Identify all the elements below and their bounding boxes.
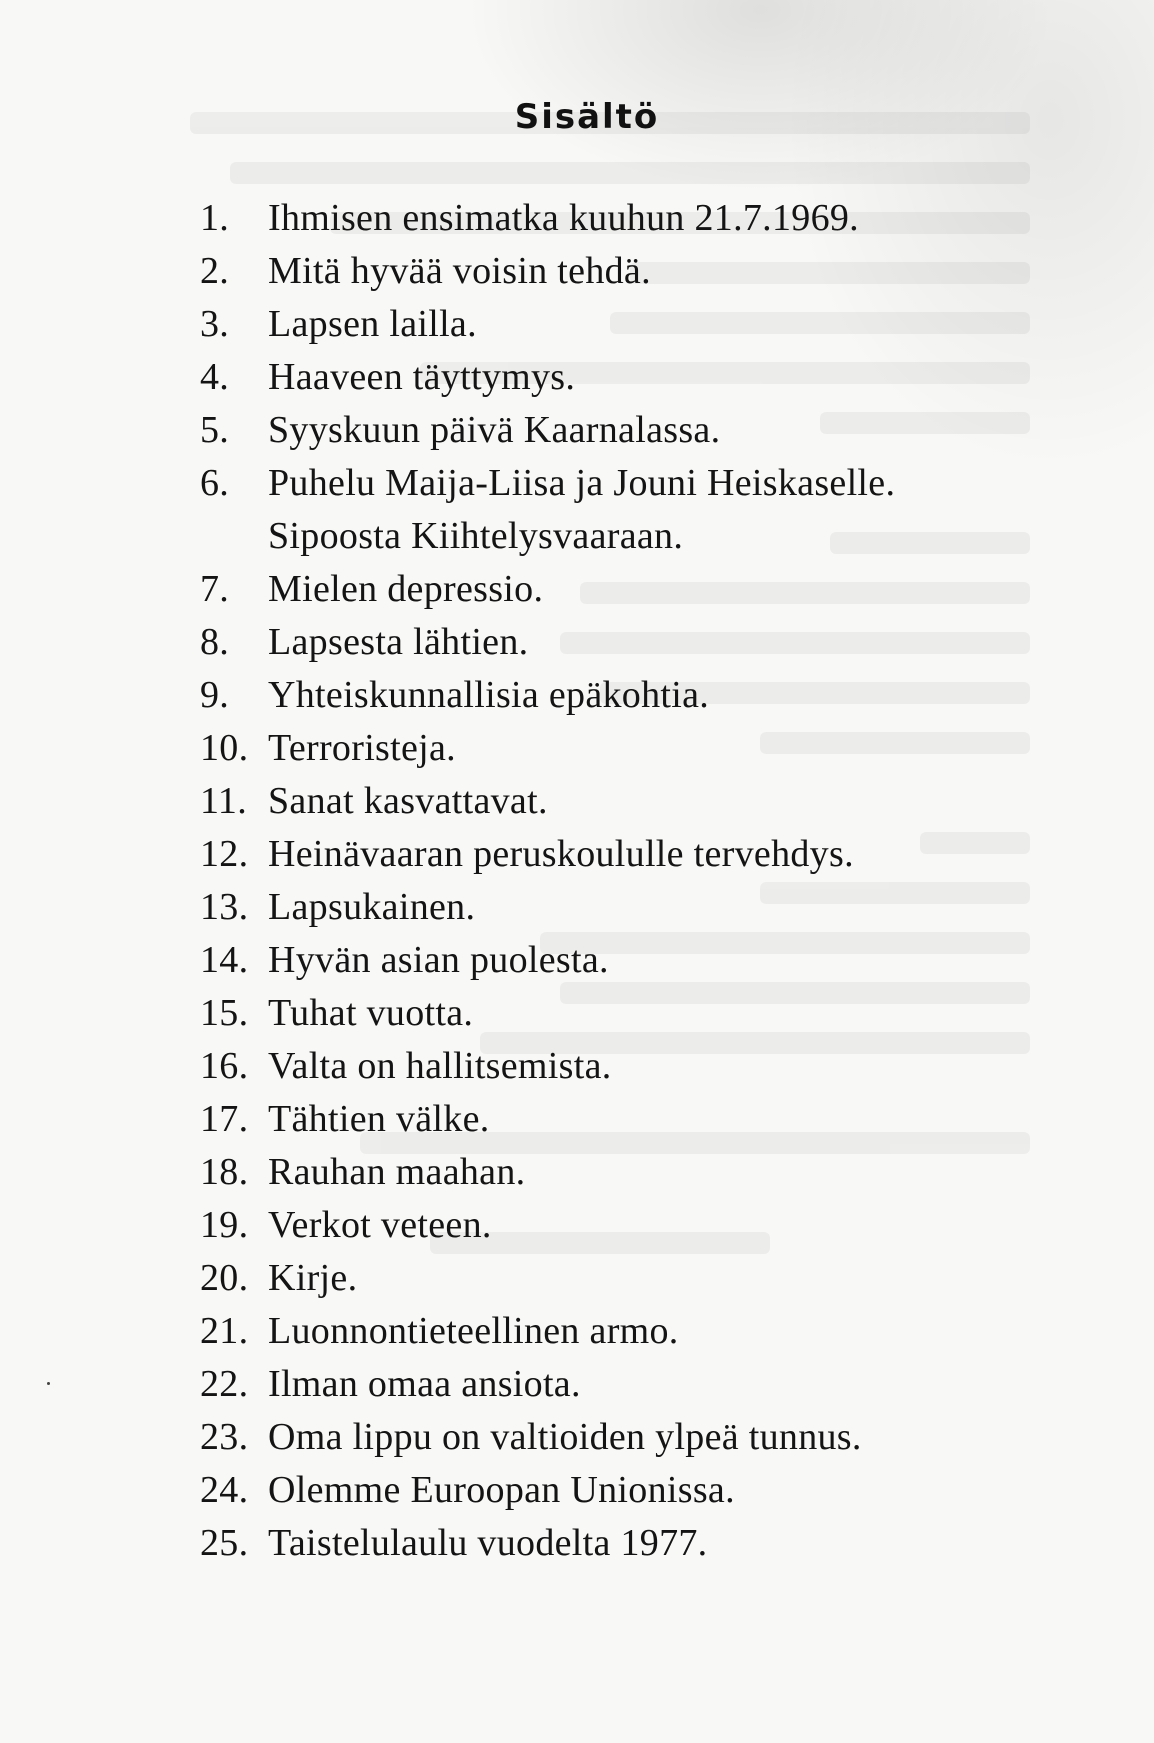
toc-entry-number: 22. [200, 1363, 249, 1405]
toc-entry-title: Tähtien välke. [268, 1098, 490, 1140]
toc-entry-number: 10. [200, 727, 249, 769]
toc-entry-title: Hyvän asian puolesta. [268, 939, 609, 981]
toc-entry [200, 404, 1080, 457]
toc-entry-title: Lapsesta lähtien. [268, 621, 529, 663]
toc-entry [200, 563, 1080, 616]
toc-entry-number: 25. [200, 1522, 249, 1564]
toc-entry [200, 828, 1080, 881]
toc-entry-number: 8. [200, 621, 230, 663]
toc-entry [200, 351, 1080, 404]
toc-entry [200, 616, 1080, 669]
toc-entry-number: 11. [200, 780, 247, 822]
toc-entry [200, 1252, 1080, 1305]
toc-entry [200, 245, 1080, 298]
toc-entry-title: Sanat kasvattavat. [268, 780, 548, 822]
toc-entry-title: Olemme Euroopan Unionissa. [268, 1469, 735, 1511]
toc-entry-continuation: Sipoosta Kiihtelysvaaraan. [268, 515, 684, 557]
toc-entry [200, 987, 1080, 1040]
toc-entry-title: Rauhan maahan. [268, 1151, 526, 1193]
toc-entry-number: 17. [200, 1098, 249, 1140]
toc-entry-title: Terroristeja. [268, 727, 456, 769]
toc-entry-number: 1. [200, 197, 230, 239]
toc-entry-number: 21. [200, 1310, 249, 1352]
toc-entry-title: Yhteiskunnallisia epäkohtia. [268, 674, 710, 716]
toc-entry [200, 775, 1080, 828]
toc-entry-number: 14. [200, 939, 249, 981]
toc-entry-title: Valta on hallitsemista. [268, 1045, 612, 1087]
toc-entry-title: Lapsen lailla. [268, 303, 477, 345]
table-of-contents [200, 192, 1080, 1570]
toc-entry [200, 192, 1080, 245]
toc-entry-title: Heinävaaran peruskoululle tervehdys. [268, 833, 854, 875]
toc-entry-number: 3. [200, 303, 230, 345]
toc-entry [200, 669, 1080, 722]
toc-entry-number: 2. [200, 250, 230, 292]
toc-entry-number: 15. [200, 992, 249, 1034]
toc-entry-title: Syyskuun päivä Kaarnalassa. [268, 409, 721, 451]
toc-entry-number: 13. [200, 886, 249, 928]
toc-entry-title: Mitä hyvää voisin tehdä. [268, 250, 651, 292]
toc-entry-number: 12. [200, 833, 249, 875]
toc-entry-title: Puhelu Maija-Liisa ja Jouni Heiskaselle. [268, 462, 896, 504]
toc-entry [200, 1305, 1080, 1358]
toc-entry [200, 1199, 1080, 1252]
toc-entry [200, 1358, 1080, 1411]
toc-entry [200, 881, 1080, 934]
toc-entry [200, 1517, 1080, 1570]
toc-entry-title: Ihmisen ensimatka kuuhun 21.7.1969. [268, 197, 859, 239]
toc-entry-title: Luonnontieteellinen armo. [268, 1310, 679, 1352]
toc-entry-number: 9. [200, 674, 230, 716]
toc-entry [200, 1464, 1080, 1517]
toc-entry-title: Mielen depressio. [268, 568, 544, 610]
toc-entry-number: 5. [200, 409, 230, 451]
toc-entry [200, 1411, 1080, 1464]
toc-entry-title: Tuhat vuotta. [268, 992, 474, 1034]
toc-entry [200, 457, 1080, 510]
toc-entry [200, 1040, 1080, 1093]
toc-entry-title: Lapsukainen. [268, 886, 476, 928]
toc-entry-number: 7. [200, 568, 230, 610]
toc-entry-title: Kirje. [268, 1257, 358, 1299]
toc-entry-number: 16. [200, 1045, 249, 1087]
toc-entry-number: 24. [200, 1469, 249, 1511]
toc-entry [200, 722, 1080, 775]
toc-entry [200, 934, 1080, 987]
toc-entry-number: 23. [200, 1416, 249, 1458]
speck-mark [47, 1382, 50, 1385]
toc-entry-title: Taistelulaulu vuodelta 1977. [268, 1522, 708, 1564]
toc-entry-number: 18. [200, 1151, 249, 1193]
toc-entry-title: Haaveen täyttymys. [268, 356, 576, 398]
toc-entry-title: Ilman omaa ansiota. [268, 1363, 581, 1405]
toc-entry [200, 298, 1080, 351]
toc-entry-number: 6. [200, 462, 230, 504]
toc-entry-title: Verkot veteen. [268, 1204, 492, 1246]
toc-entry-number: 4. [200, 356, 230, 398]
toc-entry-number: 20. [200, 1257, 249, 1299]
toc-entry-number: 19. [200, 1204, 249, 1246]
toc-entry [200, 1146, 1080, 1199]
toc-entry-title: Oma lippu on valtioiden ylpeä tunnus. [268, 1416, 862, 1458]
toc-entry [200, 1093, 1080, 1146]
page-title: Sisältö [514, 97, 660, 137]
